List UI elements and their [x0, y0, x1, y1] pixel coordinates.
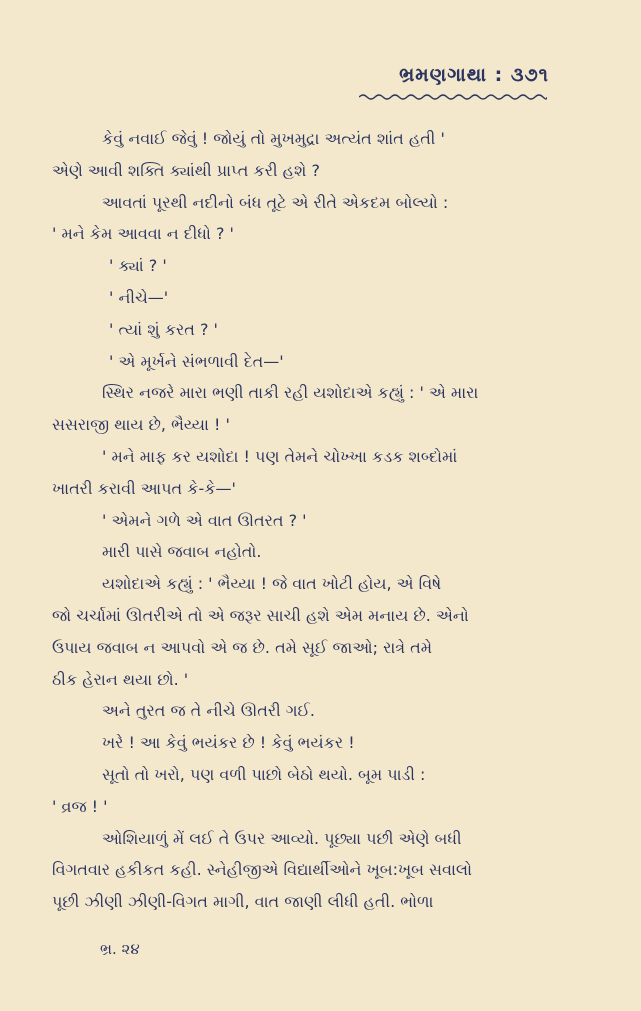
text-line: અને તુરત જ તે નીચે ઊતરી ગઈ. — [102, 701, 315, 721]
text-line: ' નીચે—' — [109, 287, 169, 307]
text-line: ' મને કેમ આવવા ન દીધો ? ' — [52, 224, 234, 244]
running-header: ભ્રમણગાથા : ૩૭૧ — [399, 64, 549, 86]
text-line: એણે આવી શક્તિ ક્યાંથી પ્રાપ્ત કરી હશે ? — [52, 160, 320, 180]
text-line: ' વ્રજ ! ' — [52, 796, 108, 816]
text-line: ખરે ! આ કેવું ભયંકર છે ! કેવું ભયંકર ! — [102, 733, 355, 753]
text-line: મારી પાસે જવાબ નહોતો. — [102, 542, 262, 562]
body-text — [52, 123, 572, 918]
text-line: વિગતવાર હકીકત કહી. સ્નેહીજીએ વિદ્યાર્થીઓને ખૂબ:ખૂબ સવાલો — [52, 860, 472, 880]
signature-mark: ભ્ર. ૨૪ — [100, 940, 140, 958]
text-line: સ્થિર નજરે મારા ભણી તાકી રહી યશોદાએ કહ્યું : ' એ મારા — [102, 383, 479, 403]
text-line: ખાતરી કરાવી આપત કે-કે—' — [52, 478, 236, 498]
text-line: સસરાજી થાય છે, ભૈય્યા ! ' — [52, 415, 230, 435]
text-line: ' એમને ગળે એ વાત ઊતરત ? ' — [102, 510, 307, 530]
text-line: ' મને માફ કર યશોદા ! પણ તેમને ચોખ્ખા કડક શબ્દોમાં — [102, 446, 458, 466]
text-line: ઓશિયાળું મેં લઈ તે ઉપર આવ્યો. પૂછ્યા પછી એણે બધી — [102, 828, 462, 848]
header-wavy-rule — [359, 93, 547, 101]
text-line: જો ચર્ચામાં ઊતરીએ તો એ જરૂર સાચી હશે એમ મનાય છે. એનો — [52, 605, 469, 625]
text-line: સૂતો તો ખરો, પણ વળી પાછો બેઠો થયો. બૂમ પાડી : — [102, 764, 426, 784]
text-line: ' ત્યાં શું કરત ? ' — [109, 319, 218, 339]
text-line: ' એ મૂર્ખને સંભળાવી દેત—' — [109, 351, 284, 371]
text-line: પૂછી ઝીણી ઝીણી-વિગત માગી, વાત જાણી લીધી હતી. ભોળા — [52, 892, 434, 912]
text-line: ' ક્યાં ? ' — [109, 256, 167, 276]
text-line: ઠીક હેરાન થયા છો. ' — [52, 669, 189, 689]
text-line: આવતાં પૂરથી નદીનો બંધ તૂટે એ રીતે એકદમ બોલ્યો : — [102, 192, 449, 212]
text-line: ઉપાય જવાબ ન આપવો એ જ છે. તમે સૂઈ જાઓ; રાત્રે તમે — [52, 637, 433, 657]
text-line: યશોદાએ કહ્યું : ' ભૈય્યા ! જે વાત ખોટી હોય, એ વિષે — [102, 574, 442, 594]
text-line: કેવું નવાઈ જેવું ! જોયું તો મુખમુદ્રા અત્યંત શાંત હતી ' — [102, 129, 445, 148]
